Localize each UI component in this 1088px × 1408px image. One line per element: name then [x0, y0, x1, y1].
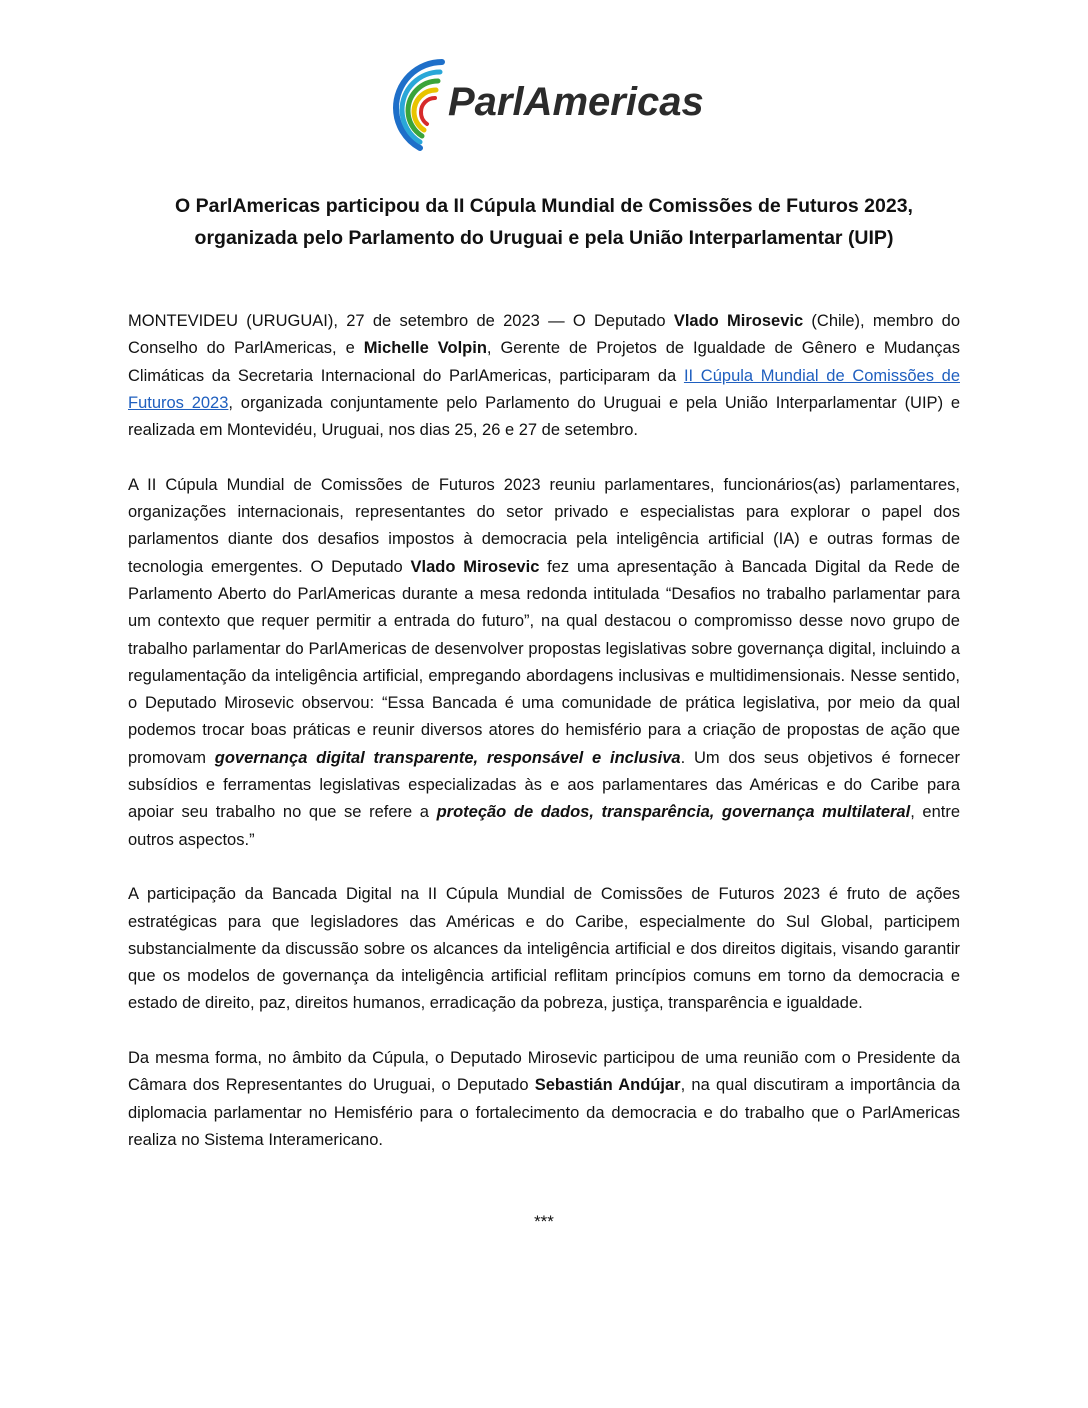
- page-title: [100, 190, 988, 254]
- text: MONTEVIDEU (URUGUAI), 27 de setembro de 2023 — O Deputado: [128, 312, 674, 330]
- paragraph-3: A participação da Bancada Digital na II Cúpula Mundial de Comissões de Futuros 2023 é fruto de ações estratégicas para que legisladores das Américas e do Caribe, especialmente do Sul Global, participem substancialmente da discussão sobre os alcances da inteligência artificial e dos direitos digitais, visando garantir que os modelos de governança da inteligência artificial reflitam princípios comuns em torno da democracia e estado de direito, paz, direitos humanos, erradicação da pobreza, justiça, transparência e igualdade.: [128, 885, 960, 1013]
- person-name: Sebastián Andújar: [534, 1076, 681, 1095]
- text: , na qual discutiram a importância da diplomacia parlamentar no Hemisfério para o fortalecimento da democracia e do trabalho que o ParlAmericas realiza no Sistema Interamericano.: [128, 1076, 961, 1149]
- emphasis: governança digital transparente, responsável e inclusiva: [214, 748, 681, 767]
- person-name: Michelle Volpin: [363, 339, 487, 358]
- text: . Um dos seus objetivos é fornecer subsídios e ferramentas legislativas especializadas às e aos parlamentares das Américas e do Caribe para apoiar seu trabalho no que se refere a: [128, 748, 960, 822]
- paragraph-4: [128, 1045, 960, 1154]
- text: , organizada conjuntamente pelo Parlamento do Uruguai e pela União Interparlamentar (UIP) e realizada em Montevidéu, Uruguai, nos dias 25, 26 e 27 de setembro.: [128, 393, 961, 440]
- emphasis: proteção de dados, transparência, governança multilateral: [436, 803, 911, 822]
- person-name: Vlado Mirosevic: [410, 557, 540, 576]
- text: A II Cúpula Mundial de Comissões de Futuros 2023 reuniu parlamentares, funcionários(as) parlamentares, organizações internacionais, representantes do setor privado e especialistas para explorar o papel dos parlamentos diante dos desafios impostos à democracia pela inteligência artificial (IA) e outras formas de tecnologia emergentes. O Deputado: [128, 475, 960, 576]
- summit-link[interactable]: II Cúpula Mundial de Comissões de Futuros 2023: [128, 366, 960, 412]
- section-separator: ***: [534, 1212, 554, 1231]
- title-line-1: O ParlAmericas participou da II Cúpula Mundial de Comissões de Futuros 2023,: [175, 195, 913, 217]
- logo-arcs-icon: [380, 56, 450, 156]
- text: , Gerente de Projetos de Igualdade de Gênero e Mudanças Climáticas da Secretaria Internacional do ParlAmericas, participaram da: [128, 339, 960, 385]
- title-line-2: organizada pelo Parlamento do Uruguai e pela União Interparlamentar (UIP): [194, 227, 894, 249]
- logo-wordmark: ParlAmericas: [448, 80, 704, 124]
- parlamericas-logo: [380, 56, 710, 156]
- text: , entre outros aspectos.”: [128, 803, 961, 849]
- article-body: [128, 308, 960, 1182]
- text: (Chile), membro do Conselho do ParlAmericas, e: [128, 312, 960, 358]
- text: Da mesma forma, no âmbito da Cúpula, o Deputado Mirosevic participou de uma reunião com o Presidente da Câmara dos Representantes do Uruguai, o Deputado: [128, 1049, 960, 1095]
- person-name: Vlado Mirosevic: [673, 312, 804, 330]
- text: fez uma apresentação à Bancada Digital da Rede de Parlamento Aberto do ParlAmericas durante a mesa redonda intitulada “Desafios no trabalho parlamentar para um contexto que requer permitir a entrada do futuro”, na qual destacou o compromisso desse novo grupo de trabalho parlamentar do ParlAmericas de desenvolver propostas legislativas sobre governança digital, incluindo a regulamentação da inteligência artificial, empregando abordagens inclusivas e multidimensionais. Nesse sentido, o Deputado Mirosevic observou: “Essa Bancada é uma comunidade de prática legislativa, por meio da qual podemos trocar boas práticas e reunir diversos atores do hemisfério para a criação de propostas de ação que promovam: [128, 557, 960, 767]
- paragraph-1: [128, 308, 960, 444]
- paragraph-2: [128, 472, 960, 854]
